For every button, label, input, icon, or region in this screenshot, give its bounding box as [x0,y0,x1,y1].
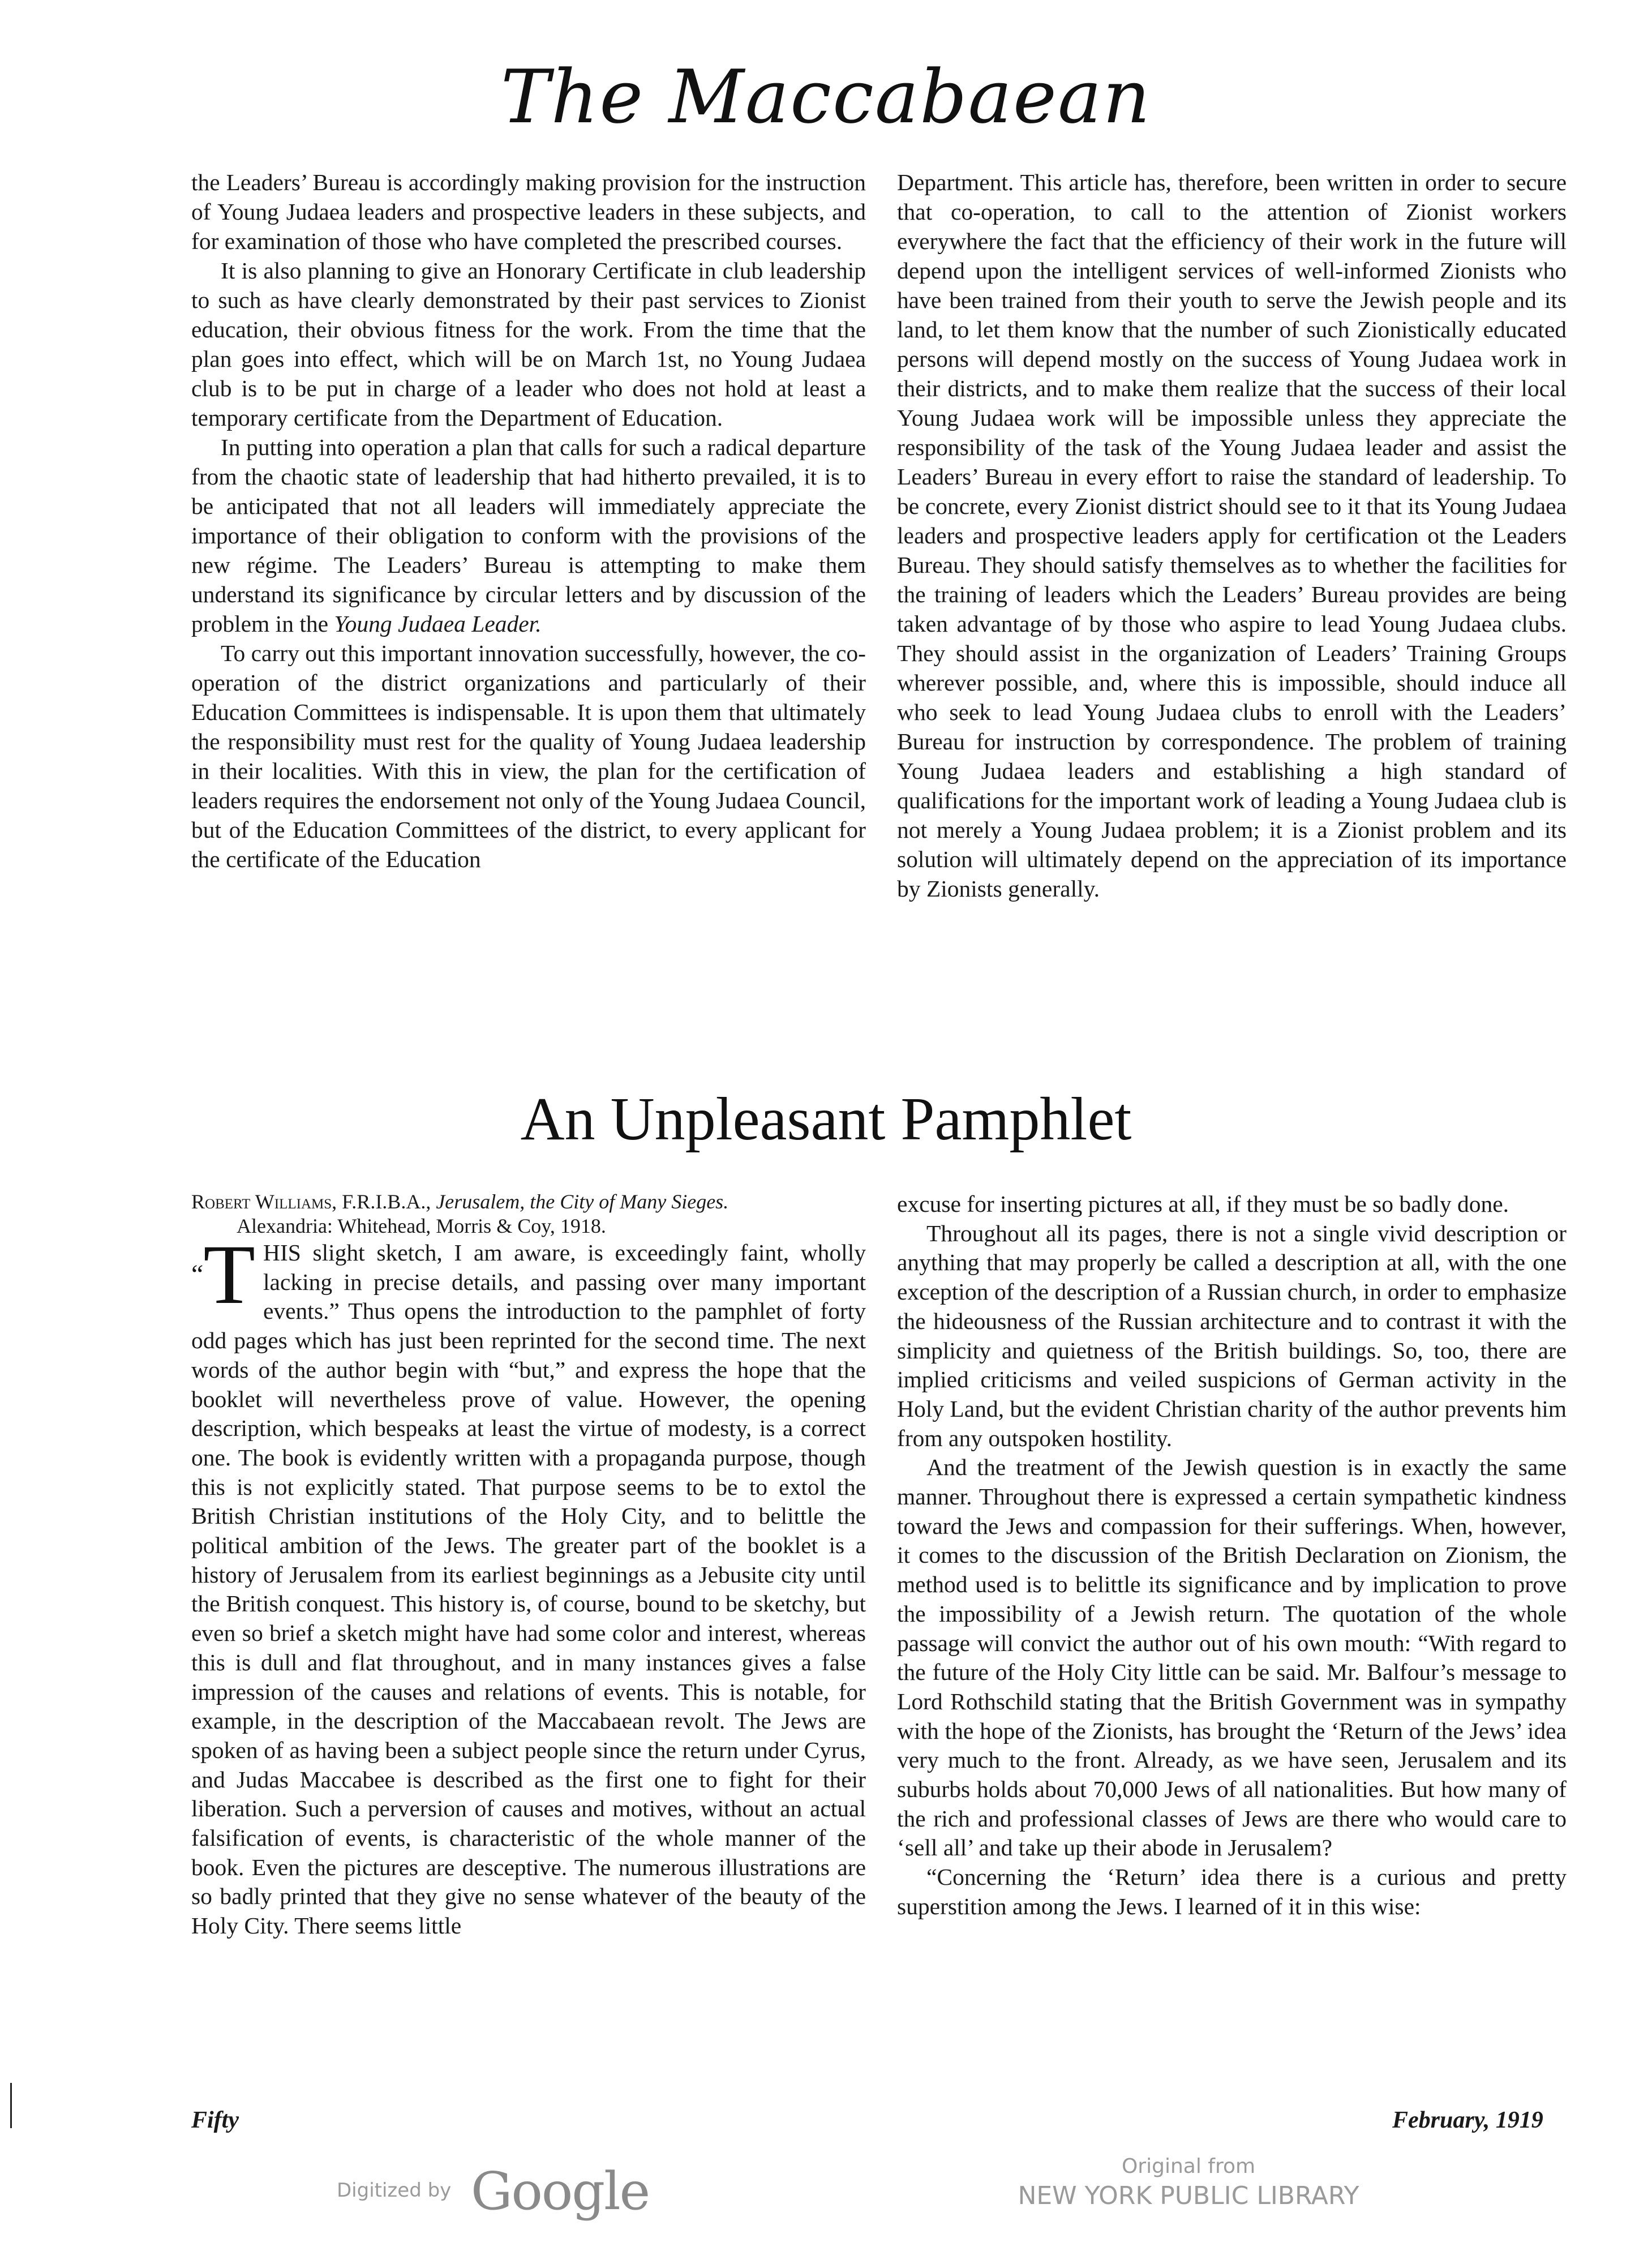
page-number: Fifty [191,2107,239,2133]
google-logo: Google [471,2161,650,2222]
top-right-column [897,168,1567,903]
citation-book-title: Jerusalem, the City of Many Sieges. [436,1190,729,1213]
margin-mark [0,2083,12,2128]
paragraph [191,432,866,638]
paragraph: excuse for inserting pictures at all, if they must be so badly done. [897,1191,1509,1217]
paragraph: To carry out this important innovation successfully, however, the co-operation of the district organizations and particularly of their Education Committees is indispensable. It is upon them that ultimately the responsibility must rest for the quality of Young Judaea leadership in their localities. With this in view, the plan for the certification of leaders requires the endorsement not only of the Young Judaea Council, but of the Education Committees of the district, to every applicant for the certificate of the Education [191,640,866,872]
bottom-left-column [191,1228,866,1941]
citation-author: Robert Williams [191,1190,332,1213]
paragraph: And the treatment of the Jewish question is in exactly the same manner. Throughout there is expressed a certain sympathetic kindness toward the Jews and compassion for their sufferings. When, however, it comes to the discussion of the British Declaration on Zionism, the method used is to belittle its significance and by implication to prove the impossibility of a Jewish return. The quotation of the whole passage will convict the author out of his own mouth: “With regard to the future of the Holy City little can be said. Mr. Balfour’s message to Lord Rothschild stating that the British Government was in sympathy with the hope of the Zionists, has brought the ‘Return of the Jews’ idea very much to the front. Already, as we have seen, Jerusalem and its suburbs holds about 70,000 Jews of all nationalities. But how many of the rich and professional classes of Jews are there who would care to ‘sell all’ and take up their abode in Jerusalem? [897,1454,1567,1861]
paragraph: Throughout all its pages, there is not a single vivid description or anything that may properly be called a description at all, with the one exception of the description of a Russian church, in order to emphasize the hideousness of the Russian architecture and to contrast it with the simplicity and quietness of the British buildings. So, too, there are implied criticisms and veiled suspicions of German activity in the Holy Land, but the evident Christian charity of the author prevents him from any outspoken hostility. [897,1220,1567,1451]
paragraph [191,1228,866,1941]
drop-cap-letter: T [203,1228,255,1322]
article-title: An Unpleasant Pamphlet [520,1086,1132,1153]
digitized-by-label: Digitized by [337,2179,452,2202]
citation-publisher: Alexandria: Whitehead, Morris & Coy, 1918. [237,1215,606,1237]
publication-name: Young Judaea Leader. [334,611,542,637]
open-quote: “ [191,1259,204,1289]
citation-credentials: , F.R.I.B.A., [332,1190,436,1213]
masthead-title: The Maccabaean [500,54,1152,140]
issue-date: February, 1919 [1392,2107,1543,2133]
top-left-column [191,168,866,874]
paragraph: “Concerning the ‘Return’ idea there is a curious and pretty superstition among the Jews. I learned of it in this wise: [897,1864,1567,1919]
library-name: NEW YORK PUBLIC LIBRARY [1018,2181,1359,2210]
library-credit [985,2153,1392,2212]
paragraph-text: In putting into operation a plan that calls for such a radical departure from the chaotic state of leadership that had hitherto prevailed, it is to be anticipated that not all leaders will immediately appreciate the importance of their obligation to conform with the provisions of the new régime. The Leaders’ Bureau is attempting to make them understand its significance by circular letters and by discussion of the problem in the [191,434,866,637]
original-from-label: Original from [1121,2155,1256,2178]
book-citation [191,1190,870,1238]
paragraph: the Leaders’ Bureau is accordingly making provision for the instruction of Young Judaea leaders and prospective leaders in these subjects, and for examination of those who have completed the prescribed courses. [191,169,866,254]
paragraph: Department. This article has, therefore, been written in order to secure that co-operation, to call to the attention of Zionist workers everywhere the fact that the efficiency of their work in the future will depend upon the intelligent services of well-informed Zionists who have been trained from their youth to serve the Jewish people and its land, to let them know that the number of such Zionistically educated persons will depend mostly on the success of Young Judaea work in their districts, and to make them realize that the success of their local Young Judaea work will be impossible unless they appreciate the responsibility of the task of the Young Judaea leader and assist the Leaders’ Bureau in every effort to raise the standard of leadership. To be concrete, every Zionist district should see to it that its Young Judaea leaders and prospective leaders apply for certification ot the Leaders Bureau. They should satisfy themselves as to whether the facilities for the training of leaders which the Leaders’ Bureau provides are being taken advantage of by those who aspire to lead Young Judaea clubs. They should assist in the organization of Leaders’ Training Groups wherever possible, and, where this is impossible, should induce all who seek to lead Young Judaea clubs to enroll with the Leaders’ Bureau for instruction by correspondence. The problem of training Young Judaea leaders and establishing a high standard of qualifications for the important work of leading a Young Judaea club is not merely a Young Judaea problem; it is a Zionist problem and its solution will ultimately depend on the appreciation of its importance by Zionists generally. [897,169,1567,902]
paragraph: It is also planning to give an Honorary Certificate in club leadership to such as have clearly demonstrated by their past services to Zionist education, their obvious fitness for the work. From the time that the plan goes into effect, which will be on March 1st, no Young Judaea club is to be put in charge of a leader who does not hold at least a temporary certificate from the Department of Education. [191,258,866,431]
bottom-right-column [897,1190,1567,1922]
drop-cap [191,1228,255,1322]
paragraph-text: HIS slight sketch, I am aware, is exceedingly faint, wholly lacking in precise details, and passing over many important events.” Thus opens the introduction to the pamphlet of forty odd pages which has just been reprinted for the second time. The next words of the author begin with “but,” and express the hope that the booklet will nevertheless prove of value. However, the opening description, which bespeaks at least the virtue of modesty, is a correct one. The book is evidently written with a propaganda purpose, though this is not explicitly stated. That purpose seems to be to extol the British Christian institutions of the Holy City, and to belittle the political ambition of the Jews. The greater part of the booklet is a history of Jerusalem from its earliest beginnings as a Jebusite city until the British conquest. This history is, of course, bound to be sketchy, but even so brief a sketch might have had some color and interest, whereas this is dull and flat throughout, and in many instances gives a false impression of the causes and relations of events. This is notable, for example, in the description of the Maccabaean revolt. The Jews are spoken of as having been a subject people since the return under Cyrus, and Judas Maccabee is described as the first one to fight for their liberation. Such a perversion of causes and motives, without an actual falsification of events, is characteristic of the whole manner of the book. Even the pictures are desceptive. The numerous illustrations are so badly printed that they give no sense whatever of the beauty of the Holy City. There seems little [191,1240,866,1939]
